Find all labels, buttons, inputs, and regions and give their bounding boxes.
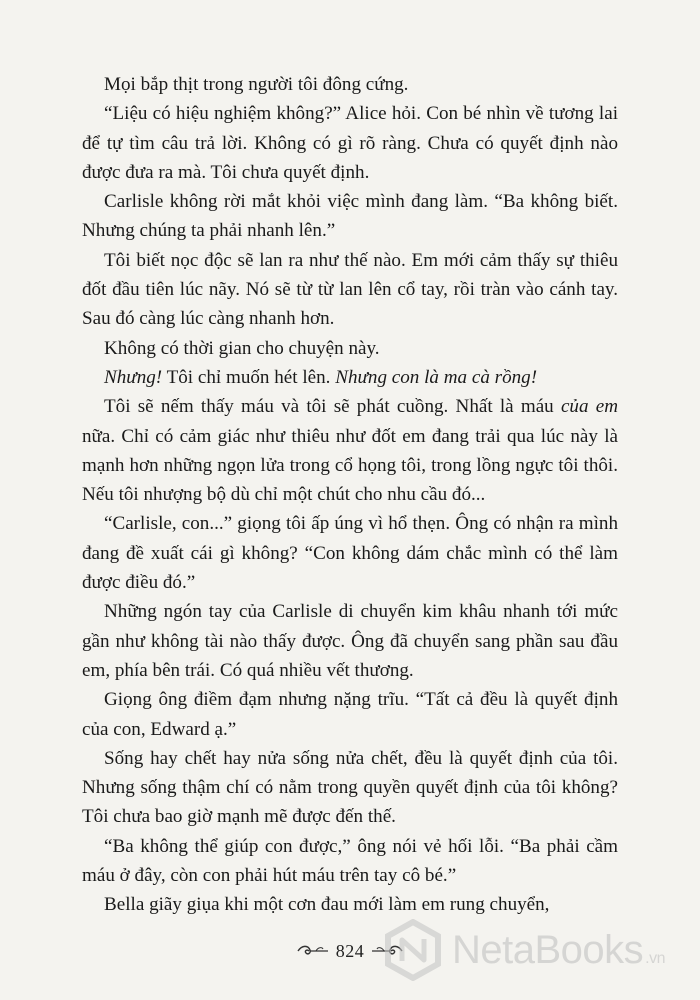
netabooks-logo-icon xyxy=(382,919,444,981)
text-run: Tôi sẽ nếm thấy máu và tôi sẽ phát cuồng. Nhất là máu xyxy=(104,396,561,418)
text-run: nữa. Chỉ có cảm giác như thiêu như đốt em đang trải qua lúc này là mạnh hơn những ngọn lửa trong cổ họng tôi, trong lồng ngực tôi thôi. Nếu tôi nhượng bộ dù chỉ một chút cho nhu cầu đó... xyxy=(82,425,618,506)
italic-run: của em xyxy=(560,396,618,418)
paragraph xyxy=(82,99,618,187)
paragraph xyxy=(82,744,618,832)
italic-run: Nhưng! xyxy=(104,366,163,388)
paragraph xyxy=(82,70,618,99)
paragraph xyxy=(82,509,618,597)
text-run: Giọng ông điềm đạm nhưng nặng trĩu. “Tất cả đều là quyết định của con, Edward ạ.” xyxy=(82,689,618,740)
watermark-brand xyxy=(452,928,665,973)
paragraph xyxy=(82,685,618,744)
paragraph xyxy=(82,597,618,685)
text-run: Tôi biết nọc độc sẽ lan ra như thế nào. Em mới cảm thấy sự thiêu đốt đầu tiên lúc nãy. Nó sẽ từ từ lan lên cổ tay, rồi tràn vào cánh tay. Sau đó càng lúc càng nhanh hơn. xyxy=(82,249,618,330)
text-run: Tôi chỉ muốn hét lên. xyxy=(162,366,336,388)
paragraph xyxy=(82,832,618,891)
paragraph xyxy=(82,334,618,363)
scroll-flourish-icon xyxy=(296,943,330,959)
paragraph xyxy=(82,246,618,334)
text-run: Carlisle không rời mắt khỏi việc mình đang làm. “Ba không biết. Nhưng chúng ta phải nhanh lên.” xyxy=(82,191,618,242)
watermark-brand-text: NetaBooks xyxy=(452,927,644,972)
page-number: 824 xyxy=(335,940,365,961)
paragraph xyxy=(82,363,618,392)
text-run: Những ngón tay của Carlisle di chuyển kim khâu nhanh tới mức gần như không tài nào thấy được. Ông đã chuyển sang phần sau đầu em, phía bên trái. Có quá nhiều vết thương. xyxy=(82,601,618,681)
body-text xyxy=(82,70,618,920)
text-run: “Ba không thể giúp con được,” ông nói vẻ hối lỗi. “Ba phải cầm máu ở đây, còn con phải hút máu trên tay cô bé.” xyxy=(82,835,618,887)
text-run: “Carlisle, con...” giọng tôi ấp úng vì hổ thẹn. Ông có nhận ra mình đang đề xuất cái gì không? “Con không dám chắc mình có thể làm được điều đó.” xyxy=(82,513,618,594)
text-run: Mọi bắp thịt trong người tôi đông cứng. xyxy=(104,74,409,95)
watermark-suffix: .vn xyxy=(645,949,666,967)
text-run: Không có thời gian cho chuyện này. xyxy=(104,337,380,359)
watermark xyxy=(382,915,692,985)
paragraph xyxy=(82,392,618,509)
italic-run: Nhưng con là ma cà rồng! xyxy=(335,366,538,388)
text-run: Bella giãy giụa khi một cơn đau mới làm em rung chuyển, xyxy=(104,894,550,916)
text-run: Sống hay chết hay nửa sống nửa chết, đều là quyết định của tôi. Nhưng sống thậm chí có nằm trong quyền quyết định của tôi không? Tôi chưa bao giờ mạnh mẽ được đến thế. xyxy=(82,747,618,828)
text-run: “Liệu có hiệu nghiệm không?” Alice hỏi. Con bé nhìn về tương lai để tự tìm câu trả lời. Không có gì rõ ràng. Chưa có quyết định nào được đưa ra mà. Tôi chưa quyết định. xyxy=(82,103,618,183)
paragraph xyxy=(82,187,618,246)
